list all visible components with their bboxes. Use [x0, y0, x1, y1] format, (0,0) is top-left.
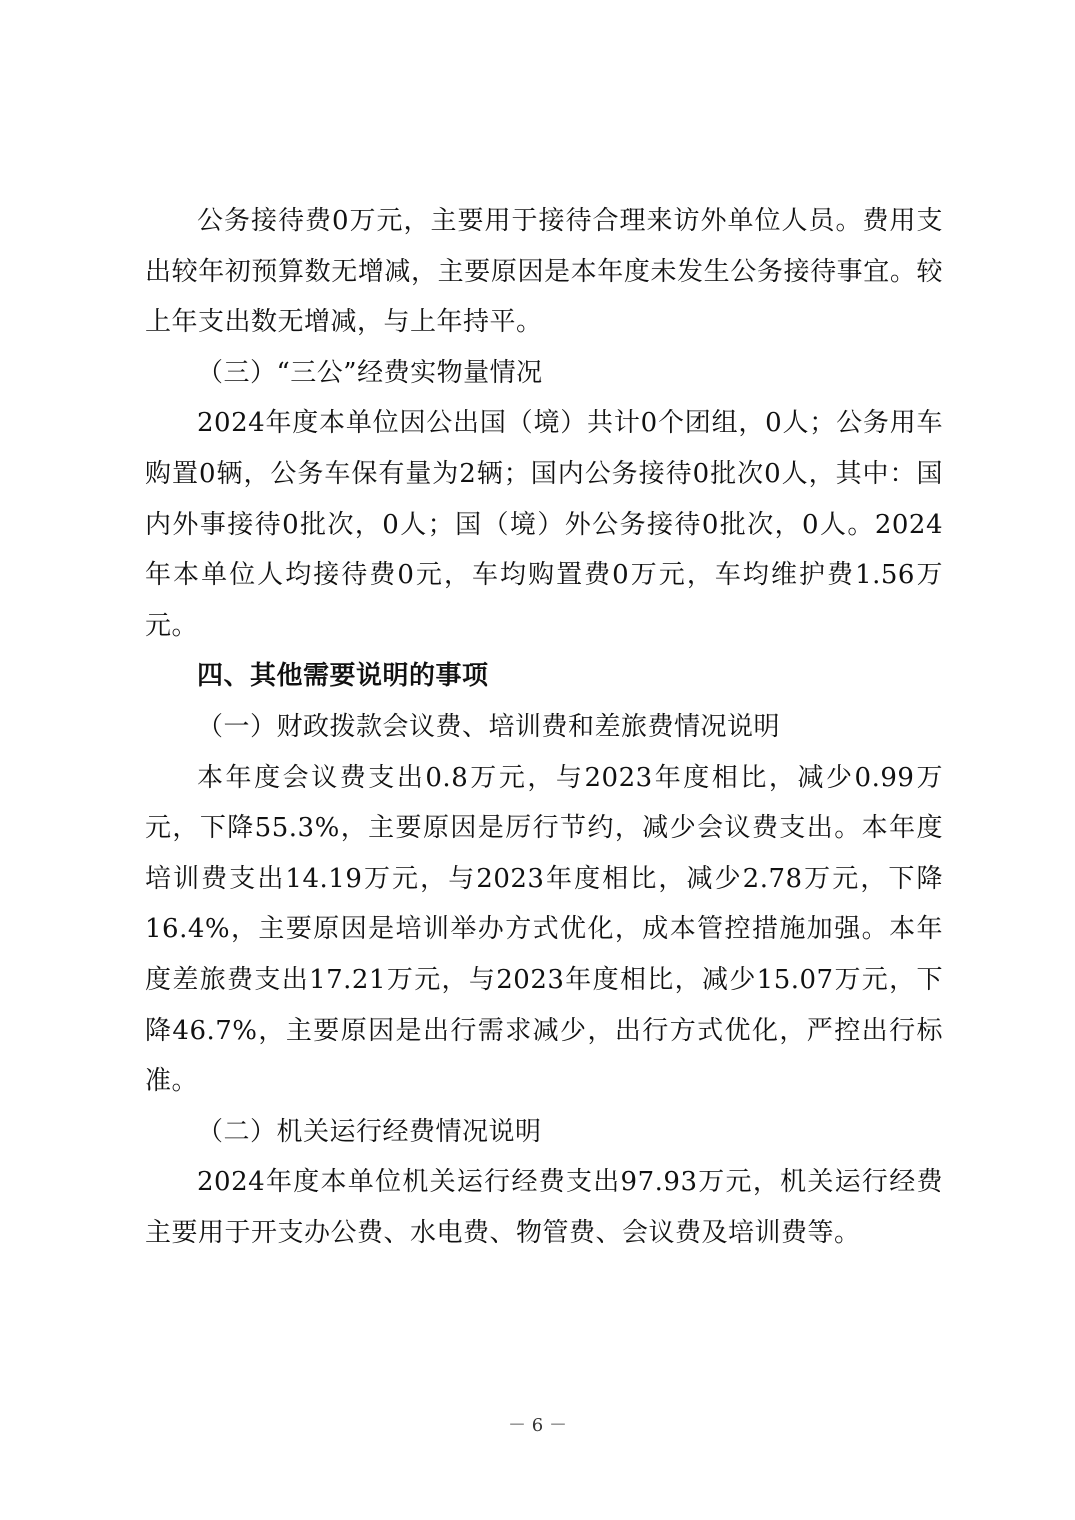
section-heading-physical-quantity: （三）“三公”经费实物量情况 — [197, 357, 543, 388]
page-body — [145, 196, 943, 1258]
paragraph-operating-expense: 2024年度本单位机关运行经费支出97.93万元，机关运行经费主要用于开支办公费、水电费、物管费、会议费及培训费等。 — [145, 1167, 943, 1248]
page-number: － 6 － — [508, 1415, 567, 1436]
paragraph-meeting-training-travel: 本年度会议费支出0.8万元，与2023年度相比，减少0.99万元，下降55.3%，主要原因是厉行节约，减少会议费支出。本年度培训费支出14.19万元，与2023年度相比，减少2.78万元，下降16.4%，主要原因是培训举办方式优化，成本管控措施加强。本年度差旅费支出17.21万元，与2023年度相比，减少15.07万元，下降46.7%，主要原因是出行需求减少，出行方式优化，严控出行标准。 — [145, 762, 943, 1097]
section-heading-other-matters: 四、其他需要说明的事项 — [197, 661, 489, 692]
paragraph-physical-quantity: 2024年度本单位因公出国（境）共计0个团组，0人；公务用车购置0辆，公务车保有量为2辆；国内公务接待0批次0人，其中：国内外事接待0批次，0人；国（境）外公务接待0批次，0人。2024年本单位人均接待费0元，车均购置费0万元，车均维护费1.56万元。 — [145, 408, 943, 641]
section-heading-meeting-training-travel: （一）财政拨款会议费、培训费和差旅费情况说明 — [197, 711, 781, 742]
paragraph-reception-expense: 公务接待费0万元，主要用于接待合理来访外单位人员。费用支出较年初预算数无增减，主要原因是本年度未发生公务接待事宜。较上年支出数无增减，与上年持平。 — [145, 206, 943, 338]
section-heading-operating-expense: （二）机关运行经费情况说明 — [197, 1116, 542, 1147]
